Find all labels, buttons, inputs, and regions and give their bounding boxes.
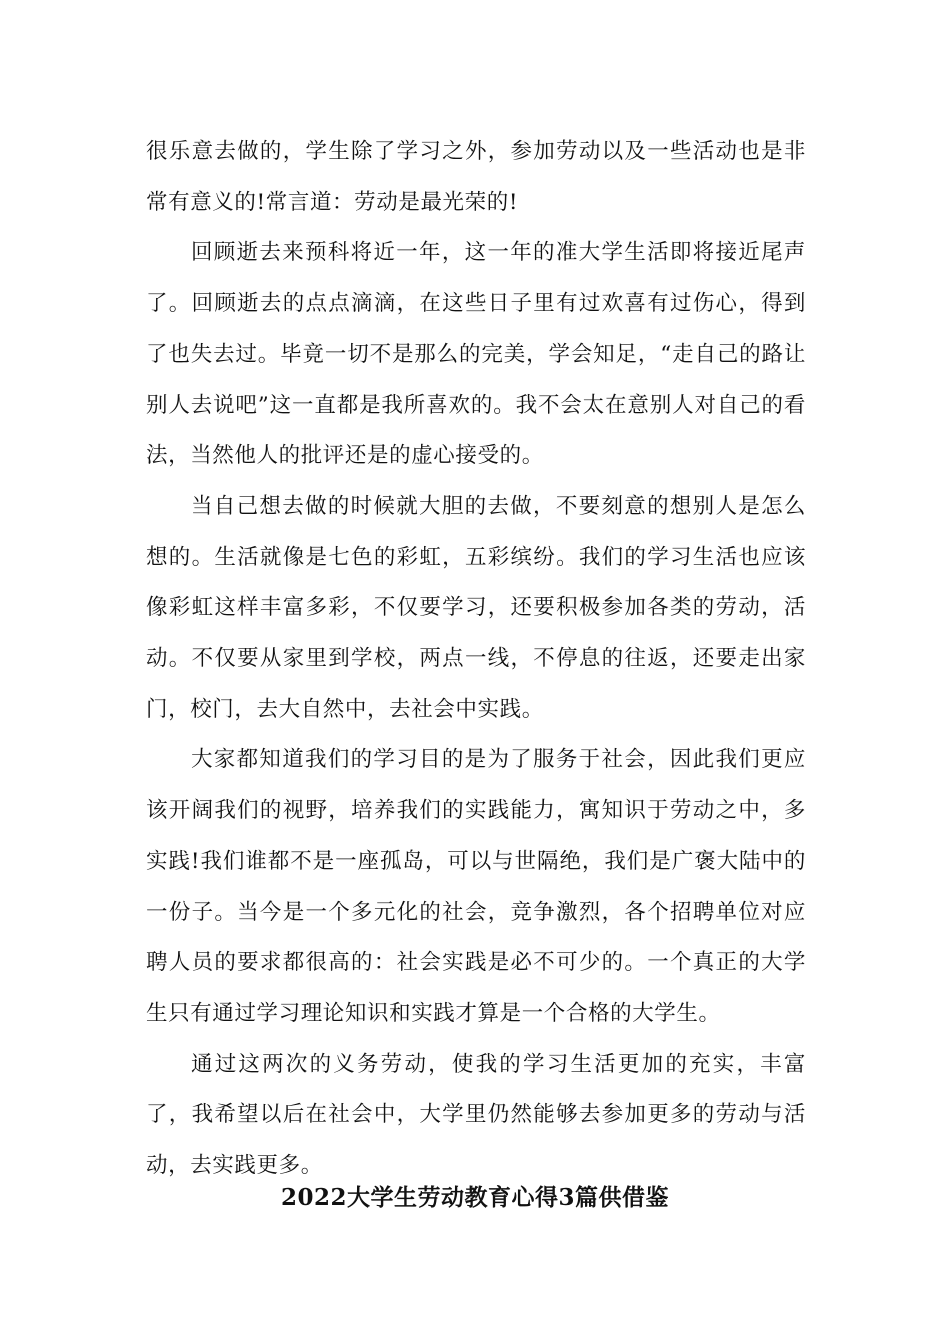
paragraph-4: 大家都知道我们的学习目的是为了服务于社会，因此我们更应该开阔我们的视野，培养我们的实践能力，寓知识于劳动之中，多实践!我们谁都不是一座孤岛，可以与世隔绝，我们是广褒大陆中的一份子。当今是一个多元化的社会，竞争激烈，各个招聘单位对应聘人员的要求都很高的：社会实践是必不可少的。一个真正的大学生只有通过学习理论知识和实践才算是一个合格的大学生。 bbox=[146, 747, 806, 1026]
paragraph-3: 当自己想去做的时候就大胆的去做，不要刻意的想别人是怎么想的。生活就像是七色的彩虹，五彩缤纷。我们的学习生活也应该像彩虹这样丰富多彩，不仅要学习，还要积极参加各类的劳动，活动。不仅要从家里到学校，两点一线，不停息的往返，还要走出家门，校门，去大自然中，去社会中实践。 bbox=[146, 493, 806, 722]
document-body bbox=[146, 127, 806, 1192]
paragraph-2: 回顾逝去来预科将近一年，这一年的准大学生活即将接近尾声了。回顾逝去的点点滴滴，在这些日子里有过欢喜有过伤心，得到了也失去过。毕竟一切不是那么的完美，学会知足，“走自己的路让别人去说吧”这一直都是我所喜欢的。我不会太在意别人对自己的看法，当然他人的批评还是的虚心接受的。 bbox=[146, 240, 806, 469]
section-heading: 2022大学生劳动教育心得3篇供借鉴 bbox=[280, 1184, 670, 1211]
paragraph-5: 通过这两次的义务劳动，使我的学习生活更加的充实，丰富了，我希望以后在社会中，大学里仍然能够去参加更多的劳动与活动，去实践更多。 bbox=[146, 1051, 806, 1179]
paragraph-1: 很乐意去做的，学生除了学习之外，参加劳动以及一些活动也是非常有意义的!常言道：劳动是最光荣的! bbox=[146, 139, 806, 215]
